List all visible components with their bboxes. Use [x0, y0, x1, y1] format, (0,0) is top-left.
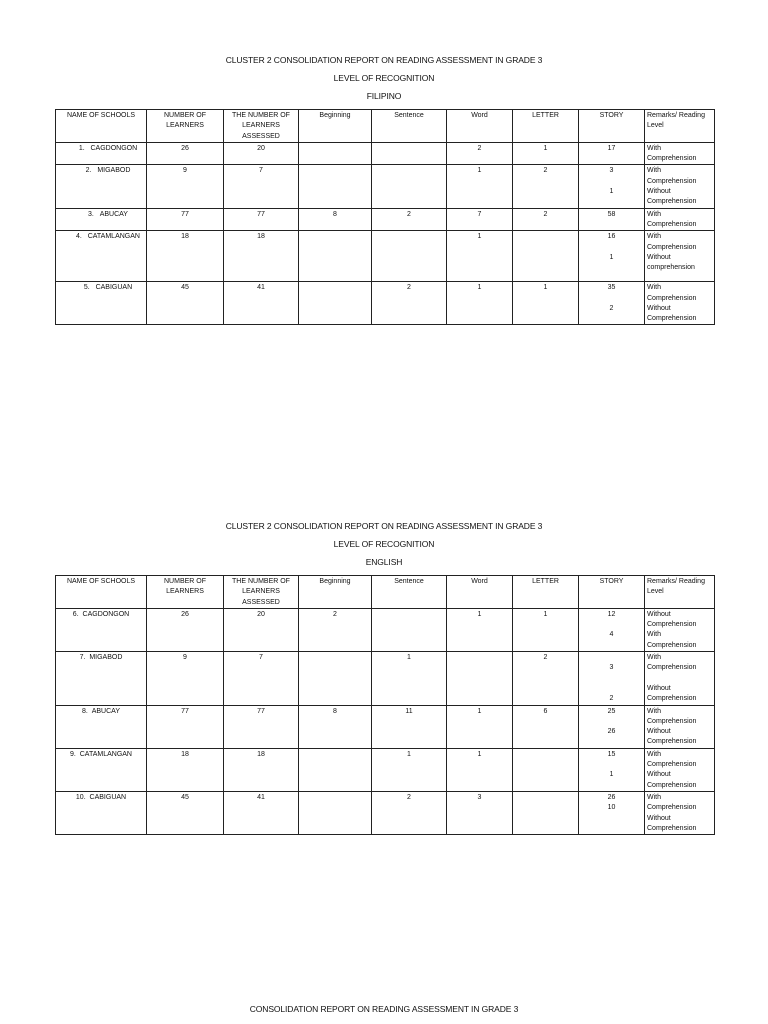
school-cell: [56, 608, 147, 651]
letter-cell: 1: [513, 142, 579, 165]
remarks-cell: [645, 282, 715, 325]
remark-text: Without Comprehension: [647, 610, 697, 629]
header-learners: NUMBER OF LEARNERS: [147, 110, 224, 143]
story-cell: [579, 282, 645, 325]
sentence-cell: [372, 142, 447, 165]
story-value: 1: [609, 771, 614, 779]
remark-text: Without Comprehension: [647, 304, 697, 323]
table-row: [56, 608, 715, 651]
table-row: [56, 748, 715, 791]
story-value: 35: [607, 284, 616, 292]
school-cell: [56, 208, 147, 231]
english-report-subtitle: LEVEL OF RECOGNITION: [333, 539, 435, 549]
story-cell: [579, 791, 645, 834]
story-value: 12: [607, 610, 616, 618]
word-cell: 3: [447, 791, 513, 834]
beginning-cell: [299, 282, 372, 325]
header-sentence: Sentence: [372, 110, 447, 143]
sentence-cell: 2: [372, 791, 447, 834]
learners-cell: 18: [147, 231, 224, 282]
story-cell: [579, 652, 645, 705]
letter-cell: 6: [513, 705, 579, 748]
beginning-cell: [299, 791, 372, 834]
letter-cell: [513, 748, 579, 791]
assessed-cell: 7: [224, 165, 299, 208]
row-number: 2.: [85, 167, 92, 175]
letter-cell: 2: [513, 165, 579, 208]
sentence-cell: 1: [372, 652, 447, 705]
sentence-cell: [372, 608, 447, 651]
story-value: 10: [607, 804, 616, 812]
filipino-report-title: CLUSTER 2 CONSOLIDATION REPORT ON READING ASSESSMENT IN GRADE 3: [225, 55, 543, 65]
beginning-cell: 2: [299, 608, 372, 651]
letter-cell: 1: [513, 608, 579, 651]
row-number: 1.: [78, 144, 85, 152]
assessed-cell: 41: [224, 791, 299, 834]
beginning-cell: [299, 231, 372, 282]
remarks-cell: [645, 652, 715, 705]
sentence-cell: 2: [372, 282, 447, 325]
sentence-cell: [372, 231, 447, 282]
school-name: CABIGUAN: [89, 793, 127, 801]
remark-text: Without Comprehension: [647, 728, 697, 746]
table-row: [56, 165, 715, 208]
remarks-cell: [645, 208, 715, 231]
assessed-cell: 20: [224, 142, 299, 165]
remarks-cell: [645, 165, 715, 208]
header-beginning: Beginning: [299, 576, 372, 609]
word-cell: 7: [447, 208, 513, 231]
word-cell: 1: [447, 282, 513, 325]
school-cell: [56, 791, 147, 834]
school-name: CAGDONGON: [82, 610, 130, 618]
school-name: ABUCAY: [99, 210, 128, 218]
story-cell: [579, 705, 645, 748]
beginning-cell: [299, 748, 372, 791]
learners-cell: 9: [147, 165, 224, 208]
story-value: 26: [607, 728, 616, 736]
beginning-cell: [299, 652, 372, 705]
school-cell: [56, 231, 147, 282]
row-number: 9.: [70, 750, 76, 758]
remarks-cell: [645, 705, 715, 748]
table-header-row: [56, 110, 715, 143]
remarks-cell: [645, 748, 715, 791]
table-row: [56, 652, 715, 705]
learners-cell: 26: [147, 142, 224, 165]
beginning-cell: [299, 165, 372, 208]
remark-text: Without Comprehension: [647, 684, 697, 703]
story-value: 1: [609, 188, 614, 196]
row-number: 3.: [88, 210, 94, 218]
school-name: CAGDONGON: [90, 144, 138, 152]
remarks-cell: [645, 791, 715, 834]
table-row: [56, 282, 715, 325]
remark-text: With Comprehension: [647, 167, 697, 185]
learners-cell: 26: [147, 608, 224, 651]
learners-cell: 77: [147, 705, 224, 748]
word-cell: 1: [447, 231, 513, 282]
table-row: [56, 208, 715, 231]
table-row: [56, 791, 715, 834]
story-value: 3: [609, 167, 614, 175]
story-value: 15: [607, 750, 616, 758]
english-table: [55, 575, 715, 835]
row-number: 10.: [75, 793, 86, 801]
assessed-cell: 18: [224, 748, 299, 791]
assessed-cell: 77: [224, 208, 299, 231]
letter-cell: 1: [513, 282, 579, 325]
school-name: CATAMLANGAN: [87, 233, 140, 241]
remark-text: With Comprehension: [647, 233, 697, 251]
remark-text: Without Comprehension: [647, 771, 697, 789]
filipino-report-language: FILIPINO: [366, 91, 402, 101]
story-value: 58: [607, 210, 616, 218]
story-value: 4: [609, 631, 614, 639]
school-cell: [56, 165, 147, 208]
story-value: 17: [607, 144, 616, 152]
header-beginning: Beginning: [299, 110, 372, 143]
school-cell: [56, 748, 147, 791]
school-cell: [56, 282, 147, 325]
learners-cell: 18: [147, 748, 224, 791]
beginning-cell: 8: [299, 208, 372, 231]
sentence-cell: 2: [372, 208, 447, 231]
school-cell: [56, 652, 147, 705]
row-number: 8.: [81, 707, 88, 715]
word-cell: 1: [447, 165, 513, 208]
school-name: MIGABOD: [89, 654, 123, 662]
school-name: ABUCAY: [91, 707, 120, 715]
next-report-title: CONSOLIDATION REPORT ON READING ASSESSMENT IN GRADE 3: [249, 1004, 519, 1014]
school-name: CABIGUAN: [95, 284, 133, 292]
header-school: NAME OF SCHOOLS: [56, 576, 147, 609]
letter-cell: [513, 791, 579, 834]
header-school: NAME OF SCHOOLS: [56, 110, 147, 143]
sentence-cell: 1: [372, 748, 447, 791]
beginning-cell: [299, 142, 372, 165]
story-value: 16: [607, 233, 616, 241]
header-assessed: THE NUMBER OF LEARNERS ASSESSED: [224, 110, 299, 143]
row-number: 5.: [83, 284, 90, 292]
remarks-cell: [645, 231, 715, 282]
word-cell: 1: [447, 608, 513, 651]
remark-text: Without comprehension: [647, 253, 695, 272]
header-remarks: Remarks/ Reading Level: [645, 110, 715, 143]
remark-text: With Comprehension: [647, 144, 697, 163]
word-cell: 1: [447, 705, 513, 748]
filipino-table: [55, 109, 715, 325]
header-story: STORY: [579, 110, 645, 143]
learners-cell: 77: [147, 208, 224, 231]
story-value: 1: [609, 253, 614, 261]
story-value: 3: [609, 664, 614, 672]
school-name: MIGABOD: [97, 167, 131, 175]
story-cell: [579, 608, 645, 651]
word-cell: [447, 652, 513, 705]
story-value: 25: [607, 707, 616, 715]
remarks-cell: [645, 142, 715, 165]
table-row: [56, 231, 715, 282]
learners-cell: 45: [147, 282, 224, 325]
sentence-cell: [372, 165, 447, 208]
assessed-cell: 41: [224, 282, 299, 325]
english-report-title: CLUSTER 2 CONSOLIDATION REPORT ON READING ASSESSMENT IN GRADE 3: [225, 521, 543, 531]
table-header-row: [56, 576, 715, 609]
remark-text: With Comprehension: [647, 707, 697, 725]
story-value: 2: [609, 695, 614, 703]
row-number: 7.: [79, 654, 86, 662]
row-number: 6.: [72, 610, 79, 618]
table-row: [56, 142, 715, 165]
story-cell: [579, 208, 645, 231]
assessed-cell: 77: [224, 705, 299, 748]
story-cell: [579, 748, 645, 791]
remark-text: Without Comprehension: [647, 188, 697, 206]
story-cell: [579, 165, 645, 208]
word-cell: 2: [447, 142, 513, 165]
header-word: Word: [447, 110, 513, 143]
filipino-report-subtitle: LEVEL OF RECOGNITION: [333, 73, 435, 83]
story-cell: [579, 142, 645, 165]
header-story: STORY: [579, 576, 645, 609]
story-value: 2: [609, 304, 614, 312]
school-cell: [56, 705, 147, 748]
remark-text: With Comprehension: [647, 654, 697, 672]
row-number: 4.: [76, 233, 82, 241]
assessed-cell: 20: [224, 608, 299, 651]
remarks-cell: [645, 608, 715, 651]
beginning-cell: 8: [299, 705, 372, 748]
header-remarks: Remarks/ Reading Level: [645, 576, 715, 609]
assessed-cell: 18: [224, 231, 299, 282]
letter-cell: 2: [513, 652, 579, 705]
school-cell: [56, 142, 147, 165]
assessed-cell: 7: [224, 652, 299, 705]
remark-text: With Comprehension: [647, 750, 697, 769]
school-name: CATAMLANGAN: [79, 750, 132, 758]
learners-cell: 45: [147, 791, 224, 834]
english-report-language: ENGLISH: [365, 557, 403, 567]
sentence-cell: 11: [372, 705, 447, 748]
story-cell: [579, 231, 645, 282]
header-learners: NUMBER OF LEARNERS: [147, 576, 224, 609]
story-value: 26: [607, 793, 616, 801]
remark-text: Without Comprehension: [647, 814, 697, 832]
header-letter: LETTER: [513, 110, 579, 143]
remark-text: With Comprehension: [647, 631, 697, 649]
header-word: Word: [447, 576, 513, 609]
header-assessed: THE NUMBER OF LEARNERS ASSESSED: [224, 576, 299, 609]
remark-text: With Comprehension: [647, 793, 697, 812]
table-row: [56, 705, 715, 748]
remark-text: With Comprehension: [647, 284, 697, 302]
header-sentence: Sentence: [372, 576, 447, 609]
header-letter: LETTER: [513, 576, 579, 609]
remark-text: With Comprehension: [647, 210, 697, 228]
letter-cell: [513, 231, 579, 282]
learners-cell: 9: [147, 652, 224, 705]
letter-cell: 2: [513, 208, 579, 231]
word-cell: 1: [447, 748, 513, 791]
